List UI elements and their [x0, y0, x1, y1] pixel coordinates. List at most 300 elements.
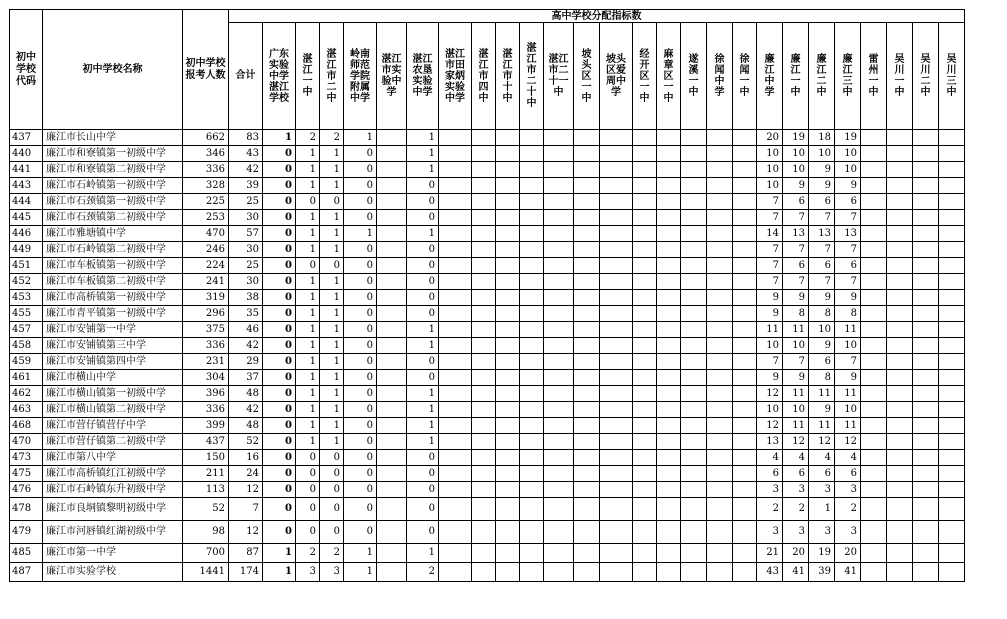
- cell-school-17: [733, 194, 757, 210]
- cell-school-14: [657, 274, 681, 290]
- table-row: [10, 290, 965, 306]
- cell-school-0: 0: [263, 306, 296, 322]
- cell-school-14: [657, 226, 681, 242]
- cell-school-22: [861, 306, 887, 322]
- cell-school-4: [377, 274, 407, 290]
- header-school-18: 廉 江 中 学: [757, 23, 783, 130]
- header-school-2: 湛 江 市 二 中: [320, 23, 344, 130]
- cell-school-12: [600, 418, 633, 434]
- cell-school-8: [496, 322, 520, 338]
- cell-count: 52: [183, 498, 229, 521]
- cell-school-5: 0: [407, 274, 439, 290]
- cell-school-14: [657, 563, 681, 582]
- cell-school-24: [913, 130, 939, 146]
- cell-code: 452: [10, 274, 43, 290]
- cell-school-20: 7: [809, 210, 835, 226]
- cell-school-24: [913, 402, 939, 418]
- cell-school-21: 20: [835, 544, 861, 563]
- cell-school-15: [681, 162, 707, 178]
- table-row: [10, 402, 965, 418]
- cell-school-0: 0: [263, 194, 296, 210]
- cell-school-21: 10: [835, 402, 861, 418]
- cell-school-25: [939, 162, 965, 178]
- cell-school-17: [733, 226, 757, 242]
- cell-school-15: [681, 178, 707, 194]
- cell-school-9: [520, 482, 544, 498]
- cell-school-0: 0: [263, 178, 296, 194]
- header-school-8: 湛 江 市 十 中: [496, 23, 520, 130]
- cell-school-9: [520, 258, 544, 274]
- cell-school-21: 6: [835, 194, 861, 210]
- cell-school-6: [439, 210, 472, 226]
- cell-school-10: [544, 418, 574, 434]
- cell-name: 廉江市第一中学: [43, 544, 183, 563]
- table-body: [10, 130, 965, 582]
- cell-school-10: [544, 482, 574, 498]
- cell-school-15: [681, 450, 707, 466]
- cell-school-1: 1: [296, 338, 320, 354]
- cell-school-6: [439, 370, 472, 386]
- cell-school-21: 9: [835, 290, 861, 306]
- cell-name: 廉江市良垌镇黎明初级中学: [43, 498, 183, 521]
- header-school-7: 湛 江 市 四 中: [472, 23, 496, 130]
- cell-school-1: 1: [296, 322, 320, 338]
- cell-school-5: 1: [407, 322, 439, 338]
- cell-school-9: [520, 521, 544, 544]
- cell-total: 52: [229, 434, 263, 450]
- cell-school-8: [496, 482, 520, 498]
- cell-code: 485: [10, 544, 43, 563]
- table-row: [10, 450, 965, 466]
- table-row: [10, 544, 965, 563]
- cell-school-12: [600, 274, 633, 290]
- table-row: [10, 434, 965, 450]
- cell-school-4: [377, 242, 407, 258]
- cell-school-15: [681, 544, 707, 563]
- cell-school-12: [600, 258, 633, 274]
- cell-code: 458: [10, 338, 43, 354]
- cell-school-24: [913, 290, 939, 306]
- cell-school-14: [657, 130, 681, 146]
- cell-total: 12: [229, 482, 263, 498]
- cell-school-22: [861, 354, 887, 370]
- cell-school-4: [377, 354, 407, 370]
- cell-school-4: [377, 466, 407, 482]
- cell-school-6: [439, 563, 472, 582]
- cell-school-20: 6: [809, 258, 835, 274]
- cell-school-7: [472, 521, 496, 544]
- cell-school-3: 0: [344, 146, 377, 162]
- header-school-20: 廉 江 二 中: [809, 23, 835, 130]
- cell-school-11: [574, 194, 600, 210]
- cell-name: 廉江市营仔镇营仔中学: [43, 418, 183, 434]
- cell-count: 304: [183, 370, 229, 386]
- cell-school-19: 4: [783, 450, 809, 466]
- cell-name: 廉江市石颈镇第二初级中学: [43, 210, 183, 226]
- cell-school-18: 3: [757, 482, 783, 498]
- cell-school-16: [707, 290, 733, 306]
- cell-count: 437: [183, 434, 229, 450]
- cell-school-11: [574, 290, 600, 306]
- cell-count: 336: [183, 402, 229, 418]
- cell-school-18: 43: [757, 563, 783, 582]
- cell-school-25: [939, 563, 965, 582]
- cell-school-23: [887, 418, 913, 434]
- cell-school-5: 0: [407, 450, 439, 466]
- cell-school-10: [544, 402, 574, 418]
- cell-total: 87: [229, 544, 263, 563]
- cell-school-8: [496, 434, 520, 450]
- cell-school-1: 1: [296, 354, 320, 370]
- cell-school-21: 7: [835, 274, 861, 290]
- cell-school-21: 2: [835, 498, 861, 521]
- cell-school-5: 0: [407, 466, 439, 482]
- cell-school-12: [600, 370, 633, 386]
- cell-school-17: [733, 370, 757, 386]
- cell-school-21: 12: [835, 434, 861, 450]
- cell-school-9: [520, 434, 544, 450]
- cell-school-1: 1: [296, 178, 320, 194]
- cell-school-8: [496, 402, 520, 418]
- cell-school-15: [681, 370, 707, 386]
- table-row: [10, 274, 965, 290]
- cell-total: 37: [229, 370, 263, 386]
- cell-school-12: [600, 466, 633, 482]
- cell-school-23: [887, 306, 913, 322]
- cell-school-3: 1: [344, 226, 377, 242]
- cell-school-3: 0: [344, 306, 377, 322]
- cell-school-18: 14: [757, 226, 783, 242]
- cell-school-1: 0: [296, 258, 320, 274]
- cell-school-14: [657, 450, 681, 466]
- cell-count: 246: [183, 242, 229, 258]
- cell-school-16: [707, 521, 733, 544]
- cell-school-10: [544, 338, 574, 354]
- cell-name: 廉江市横山中学: [43, 370, 183, 386]
- cell-school-15: [681, 466, 707, 482]
- cell-school-7: [472, 338, 496, 354]
- cell-school-7: [472, 146, 496, 162]
- cell-school-16: [707, 210, 733, 226]
- cell-school-18: 4: [757, 450, 783, 466]
- cell-school-10: [544, 306, 574, 322]
- cell-school-22: [861, 178, 887, 194]
- cell-code: 473: [10, 450, 43, 466]
- cell-school-6: [439, 521, 472, 544]
- cell-school-2: 1: [320, 402, 344, 418]
- cell-school-10: [544, 210, 574, 226]
- cell-school-14: [657, 322, 681, 338]
- cell-school-21: 6: [835, 258, 861, 274]
- cell-school-4: [377, 194, 407, 210]
- cell-school-18: 9: [757, 306, 783, 322]
- cell-school-0: 0: [263, 466, 296, 482]
- cell-school-4: [377, 338, 407, 354]
- cell-school-6: [439, 242, 472, 258]
- cell-school-0: 1: [263, 544, 296, 563]
- cell-school-10: [544, 290, 574, 306]
- cell-total: 24: [229, 466, 263, 482]
- cell-school-7: [472, 162, 496, 178]
- cell-name: 廉江市高桥镇红江初级中学: [43, 466, 183, 482]
- cell-school-19: 19: [783, 130, 809, 146]
- cell-school-19: 7: [783, 354, 809, 370]
- cell-school-1: 1: [296, 162, 320, 178]
- cell-school-5: 0: [407, 290, 439, 306]
- cell-school-16: [707, 146, 733, 162]
- cell-school-13: [633, 258, 657, 274]
- cell-school-9: [520, 370, 544, 386]
- cell-school-22: [861, 434, 887, 450]
- cell-school-8: [496, 370, 520, 386]
- cell-school-15: [681, 130, 707, 146]
- cell-school-11: [574, 258, 600, 274]
- cell-name: 廉江市车板镇第二初级中学: [43, 274, 183, 290]
- cell-school-3: 0: [344, 450, 377, 466]
- cell-school-7: [472, 322, 496, 338]
- cell-total: 35: [229, 306, 263, 322]
- cell-school-10: [544, 498, 574, 521]
- cell-name: 廉江市石岭镇第一初级中学: [43, 178, 183, 194]
- cell-school-15: [681, 418, 707, 434]
- cell-school-0: 0: [263, 322, 296, 338]
- cell-school-13: [633, 450, 657, 466]
- cell-school-18: 7: [757, 354, 783, 370]
- cell-school-21: 11: [835, 322, 861, 338]
- cell-school-13: [633, 402, 657, 418]
- cell-school-3: 1: [344, 544, 377, 563]
- cell-school-9: [520, 162, 544, 178]
- cell-school-16: [707, 258, 733, 274]
- cell-school-21: 13: [835, 226, 861, 242]
- cell-school-7: [472, 178, 496, 194]
- cell-school-2: 1: [320, 146, 344, 162]
- cell-school-19: 20: [783, 544, 809, 563]
- table-row: [10, 226, 965, 242]
- cell-school-20: 13: [809, 226, 835, 242]
- cell-school-11: [574, 178, 600, 194]
- cell-school-23: [887, 226, 913, 242]
- cell-school-6: [439, 498, 472, 521]
- cell-school-6: [439, 338, 472, 354]
- table-row: [10, 306, 965, 322]
- cell-school-12: [600, 434, 633, 450]
- cell-count: 399: [183, 418, 229, 434]
- cell-school-7: [472, 290, 496, 306]
- cell-school-13: [633, 386, 657, 402]
- cell-school-17: [733, 306, 757, 322]
- cell-school-15: [681, 338, 707, 354]
- cell-school-17: [733, 322, 757, 338]
- cell-school-24: [913, 210, 939, 226]
- cell-code: 463: [10, 402, 43, 418]
- cell-school-14: [657, 338, 681, 354]
- cell-school-6: [439, 386, 472, 402]
- cell-school-5: 0: [407, 258, 439, 274]
- cell-school-12: [600, 338, 633, 354]
- header-code: 初中 学校 代码: [10, 10, 43, 130]
- cell-school-4: [377, 130, 407, 146]
- cell-total: 57: [229, 226, 263, 242]
- cell-school-25: [939, 210, 965, 226]
- cell-school-9: [520, 466, 544, 482]
- cell-school-5: 1: [407, 338, 439, 354]
- cell-school-0: 0: [263, 354, 296, 370]
- cell-school-24: [913, 322, 939, 338]
- cell-name: 廉江市车板镇第一初级中学: [43, 258, 183, 274]
- cell-name: 廉江市长山中学: [43, 130, 183, 146]
- cell-school-18: 12: [757, 386, 783, 402]
- cell-school-16: [707, 242, 733, 258]
- cell-school-24: [913, 146, 939, 162]
- cell-school-21: 7: [835, 210, 861, 226]
- cell-school-17: [733, 434, 757, 450]
- cell-school-3: 0: [344, 434, 377, 450]
- cell-school-24: [913, 274, 939, 290]
- cell-school-8: [496, 521, 520, 544]
- cell-school-7: [472, 226, 496, 242]
- cell-school-23: [887, 130, 913, 146]
- cell-school-4: [377, 498, 407, 521]
- cell-school-25: [939, 482, 965, 498]
- cell-school-24: [913, 482, 939, 498]
- cell-school-9: [520, 178, 544, 194]
- cell-school-18: 10: [757, 162, 783, 178]
- cell-school-6: [439, 402, 472, 418]
- cell-school-5: 1: [407, 226, 439, 242]
- cell-school-24: [913, 498, 939, 521]
- cell-school-19: 7: [783, 210, 809, 226]
- cell-school-3: 0: [344, 370, 377, 386]
- cell-school-16: [707, 498, 733, 521]
- cell-school-14: [657, 306, 681, 322]
- cell-school-8: [496, 338, 520, 354]
- allocation-table-container: [9, 9, 965, 582]
- header-school-12: 坡头 区爱 周中 学: [600, 23, 633, 130]
- cell-total: 16: [229, 450, 263, 466]
- cell-school-2: 0: [320, 521, 344, 544]
- cell-school-2: 1: [320, 354, 344, 370]
- cell-school-16: [707, 418, 733, 434]
- cell-school-25: [939, 466, 965, 482]
- cell-school-9: [520, 146, 544, 162]
- cell-school-2: 1: [320, 226, 344, 242]
- cell-school-19: 12: [783, 434, 809, 450]
- cell-school-24: [913, 450, 939, 466]
- header-school-3: 岭南 师范 学院 附属 中学: [344, 23, 377, 130]
- cell-school-21: 4: [835, 450, 861, 466]
- cell-school-10: [544, 354, 574, 370]
- cell-school-25: [939, 306, 965, 322]
- cell-school-14: [657, 162, 681, 178]
- cell-school-17: [733, 258, 757, 274]
- cell-school-2: 1: [320, 306, 344, 322]
- cell-school-11: [574, 482, 600, 498]
- cell-school-20: 11: [809, 418, 835, 434]
- cell-school-5: 1: [407, 434, 439, 450]
- cell-school-2: 2: [320, 130, 344, 146]
- cell-school-8: [496, 146, 520, 162]
- cell-total: 30: [229, 274, 263, 290]
- cell-school-16: [707, 130, 733, 146]
- cell-school-10: [544, 322, 574, 338]
- cell-school-11: [574, 434, 600, 450]
- cell-school-23: [887, 194, 913, 210]
- cell-school-4: [377, 386, 407, 402]
- cell-school-6: [439, 162, 472, 178]
- cell-school-1: 1: [296, 274, 320, 290]
- cell-name: 廉江市横山镇第二初级中学: [43, 402, 183, 418]
- cell-count: 296: [183, 306, 229, 322]
- cell-school-6: [439, 194, 472, 210]
- cell-school-25: [939, 274, 965, 290]
- cell-school-5: 1: [407, 402, 439, 418]
- cell-school-2: 2: [320, 544, 344, 563]
- cell-school-11: [574, 402, 600, 418]
- cell-school-1: 0: [296, 498, 320, 521]
- cell-school-22: [861, 162, 887, 178]
- cell-school-12: [600, 306, 633, 322]
- cell-school-17: [733, 450, 757, 466]
- cell-school-9: [520, 194, 544, 210]
- cell-school-1: 1: [296, 146, 320, 162]
- cell-school-23: [887, 402, 913, 418]
- cell-school-16: [707, 386, 733, 402]
- cell-school-4: [377, 226, 407, 242]
- cell-school-20: 11: [809, 386, 835, 402]
- cell-total: 42: [229, 402, 263, 418]
- cell-total: 48: [229, 418, 263, 434]
- cell-school-2: 0: [320, 258, 344, 274]
- cell-school-12: [600, 322, 633, 338]
- cell-school-18: 13: [757, 434, 783, 450]
- table-row: [10, 521, 965, 544]
- cell-code: 446: [10, 226, 43, 242]
- cell-school-20: 8: [809, 370, 835, 386]
- cell-school-17: [733, 418, 757, 434]
- cell-school-8: [496, 544, 520, 563]
- cell-school-0: 0: [263, 450, 296, 466]
- cell-school-4: [377, 563, 407, 582]
- cell-school-8: [496, 450, 520, 466]
- cell-school-12: [600, 130, 633, 146]
- cell-code: 462: [10, 386, 43, 402]
- cell-school-15: [681, 563, 707, 582]
- cell-count: 700: [183, 544, 229, 563]
- cell-school-21: 10: [835, 162, 861, 178]
- cell-school-10: [544, 450, 574, 466]
- cell-school-15: [681, 354, 707, 370]
- cell-school-11: [574, 322, 600, 338]
- cell-school-2: 1: [320, 322, 344, 338]
- cell-school-25: [939, 226, 965, 242]
- cell-school-7: [472, 258, 496, 274]
- cell-school-15: [681, 258, 707, 274]
- cell-school-23: [887, 258, 913, 274]
- cell-school-25: [939, 434, 965, 450]
- cell-school-2: 1: [320, 210, 344, 226]
- cell-school-0: 1: [263, 563, 296, 582]
- cell-school-14: [657, 386, 681, 402]
- cell-school-12: [600, 450, 633, 466]
- cell-school-0: 0: [263, 402, 296, 418]
- cell-school-9: [520, 386, 544, 402]
- cell-code: 445: [10, 210, 43, 226]
- cell-school-16: [707, 338, 733, 354]
- cell-school-24: [913, 466, 939, 482]
- cell-school-9: [520, 290, 544, 306]
- cell-school-9: [520, 450, 544, 466]
